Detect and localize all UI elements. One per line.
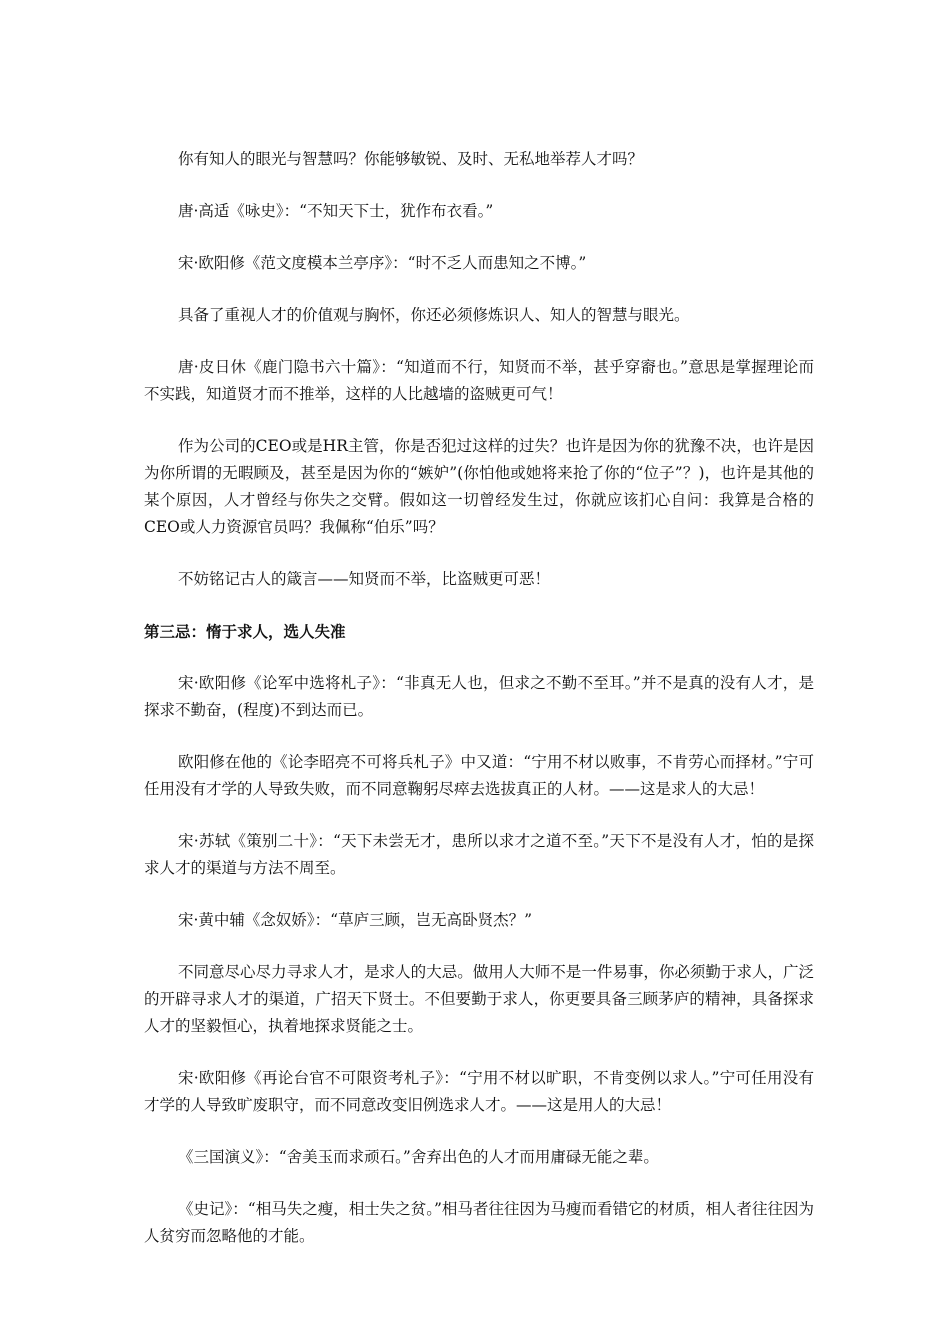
document-body <box>144 146 814 1275</box>
paragraph: 作为公司的CEO或是HR主管，你是否犯过这样的过失？也许是因为你的犹豫不决，也许是因为你所谓的无暇顾及，甚至是因为你的“嫉妒”(你怕他或她将来抢了你的“位子”？)，也许是其他的某个原因，人才曾经与你失之交臂。假如这一切曾经发生过，你就应该扪心自问：我算是合格的CEO或人力资源官员吗？我佩称“伯乐”吗？ <box>144 437 814 536</box>
paragraph: 唐·皮日休《鹿门隐书六十篇》：“知道而不行，知贤而不举，甚乎穿窬也。”意思是掌握理论而不实践，知道贤才而不推举，这样的人比越墙的盗贼更可气！ <box>144 358 814 403</box>
section-heading: 第三忌：惰于求人，选人失准 <box>144 622 346 641</box>
paragraph: 《史记》：“相马失之瘦，相士失之贫。”相马者往往因为马瘦而看错它的材质，相人者往往因为人贫穷而忽略他的才能。 <box>144 1200 814 1245</box>
paragraph: 《三国演义》：“舍美玉而求顽石。”舍弃出色的人才而用庸碌无能之辈。 <box>178 1148 659 1166</box>
paragraph: 唐·高适《咏史》：“不知天下士，犹作布衣看。” <box>178 202 494 220</box>
paragraph: 具备了重视人才的价值观与胸怀，你还必须修炼识人、知人的智慧与眼光。 <box>178 306 690 324</box>
paragraph: 宋·欧阳修《范文度模本兰亭序》：“时不乏人而患知之不博。” <box>178 254 587 272</box>
paragraph: 欧阳修在他的《论李昭亮不可将兵札子》中又道：“宁用不材以败事，不肯劳心而择材。”宁可任用没有才学的人导致失败，而不同意鞠躬尽瘁去选拔真正的人材。——这是求人的大忌！ <box>144 753 814 798</box>
paragraph: 宋·欧阳修《论军中选将札子》：“非真无人也，但求之不勤不至耳。”并不是真的没有人才，是探求不勤奋，(程度)不到达而已。 <box>144 674 814 719</box>
paragraph: 宋·黄中辅《念奴娇》：“草庐三顾，岂无高卧贤杰？” <box>178 911 533 929</box>
paragraph: 宋·欧阳修《再论台官不可限资考札子》：“宁用不材以旷职，不肯变例以求人。”宁可任用没有才学的人导致旷废职守，而不同意改变旧例选求人才。——这是用人的大忌！ <box>144 1069 814 1114</box>
paragraph: 不妨铭记古人的箴言——知贤而不举，比盗贼更可恶！ <box>178 570 551 588</box>
paragraph: 你有知人的眼光与智慧吗？你能够敏锐、及时、无私地举荐人才吗？ <box>178 150 644 168</box>
paragraph: 不同意尽心尽力寻求人才，是求人的大忌。做用人大师不是一件易事，你必须勤于求人，广泛的开辟寻求人才的渠道，广招天下贤士。不但要勤于求人，你更要具备三顾茅庐的精神，具备探求人才的坚毅恒心，执着地探求贤能之士。 <box>144 963 814 1035</box>
paragraph: 宋·苏轼《策别二十》：“天下未尝无才，患所以求才之道不至。”天下不是没有人才，怕的是探求人才的渠道与方法不周至。 <box>144 832 814 877</box>
